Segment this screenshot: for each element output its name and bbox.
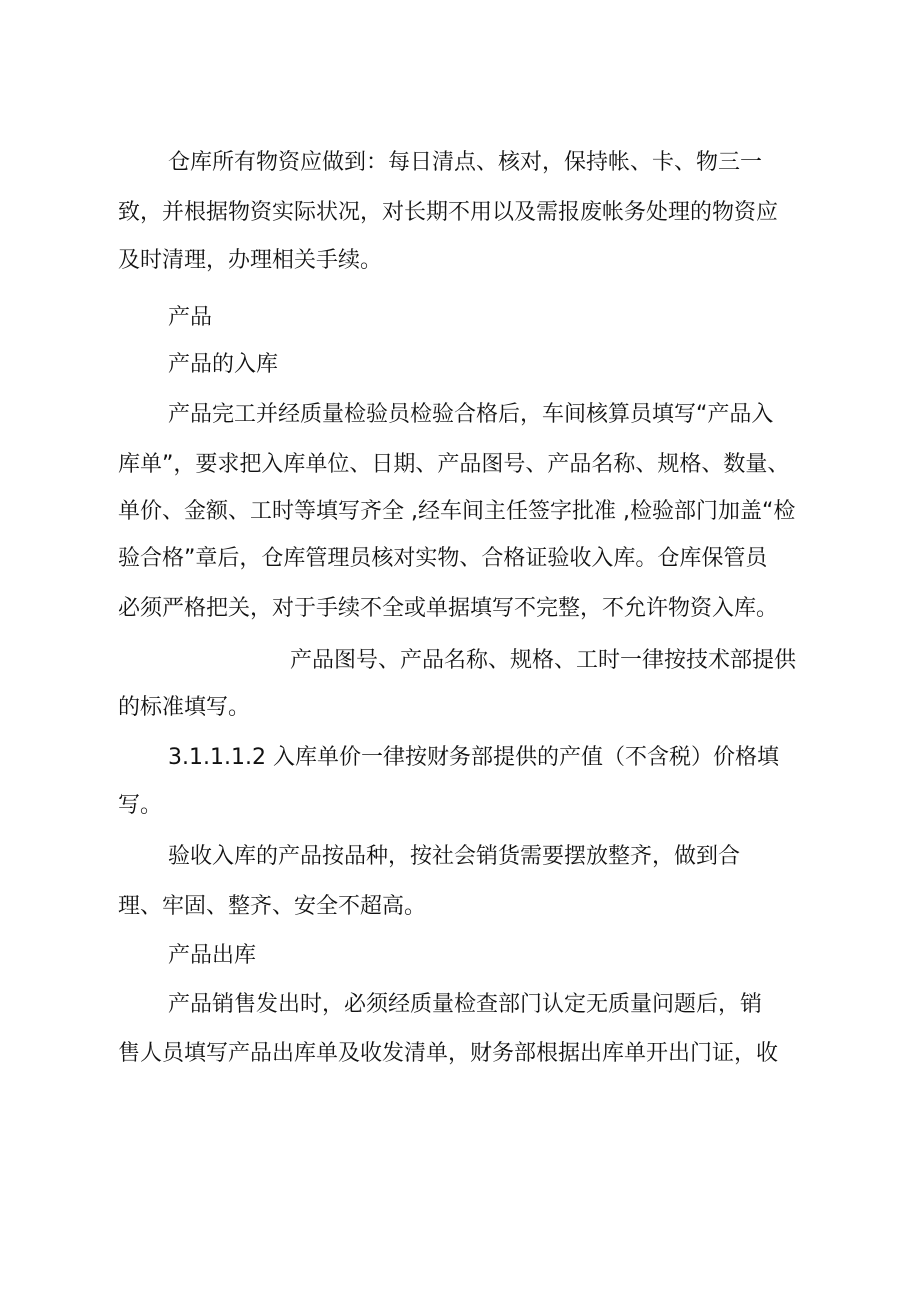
text-line: 产品销售发出时，必须经质量检查部门认定无质量问题后，销 (168, 992, 763, 1017)
text-line: 写。 (118, 793, 163, 818)
text-line: 仓库所有物资应做到：每日清点、核对，保持帐、卡、物三一 (168, 150, 763, 175)
text-line: 售人员填写产品出库单及收发清单，财务部根据出库单开出门证，收 (118, 1041, 779, 1066)
text-line: 库单”，要求把入库单位、日期、产品图号、产品名称、规格、数量、 (118, 452, 790, 477)
text-line: 的标准填写。 (118, 695, 251, 720)
text-line: 产品完工并经质量检验员检验合格后，车间核算员填写“产品入 (168, 402, 774, 427)
text-line: 必须严格把关，对于手续不全或单据填写不完整，不允许物资入库。 (118, 596, 779, 621)
text-line: 3.1.1.1.2 入库单价一律按财务部提供的产值（不含税）价格填 (168, 745, 779, 770)
section-heading: 产品出库 (168, 943, 257, 968)
section-heading: 产品的入库 (168, 352, 279, 377)
text-line: 致，并根据物资实际状况，对长期不用以及需报废帐务处理的物资应 (118, 200, 779, 225)
text-line: 产品图号、产品名称、规格、工时一律按技术部提供 (290, 648, 797, 673)
text-line: 单价、金额、工时等填写齐全 ,经车间主任签字批准 ,检验部门加盖“检 (118, 499, 796, 524)
text-line: 验收入库的产品按品种，按社会销货需要摆放整齐，做到合 (168, 844, 741, 869)
text-line: 及时清理，办理相关手续。 (118, 248, 383, 273)
text-line: 理、牢固、整齐、安全不超高。 (118, 894, 427, 919)
text-line: 验合格”章后，仓库管理员核对实物、合格证验收入库。仓库保管员 (118, 546, 768, 571)
section-heading: 产品 (168, 305, 213, 330)
